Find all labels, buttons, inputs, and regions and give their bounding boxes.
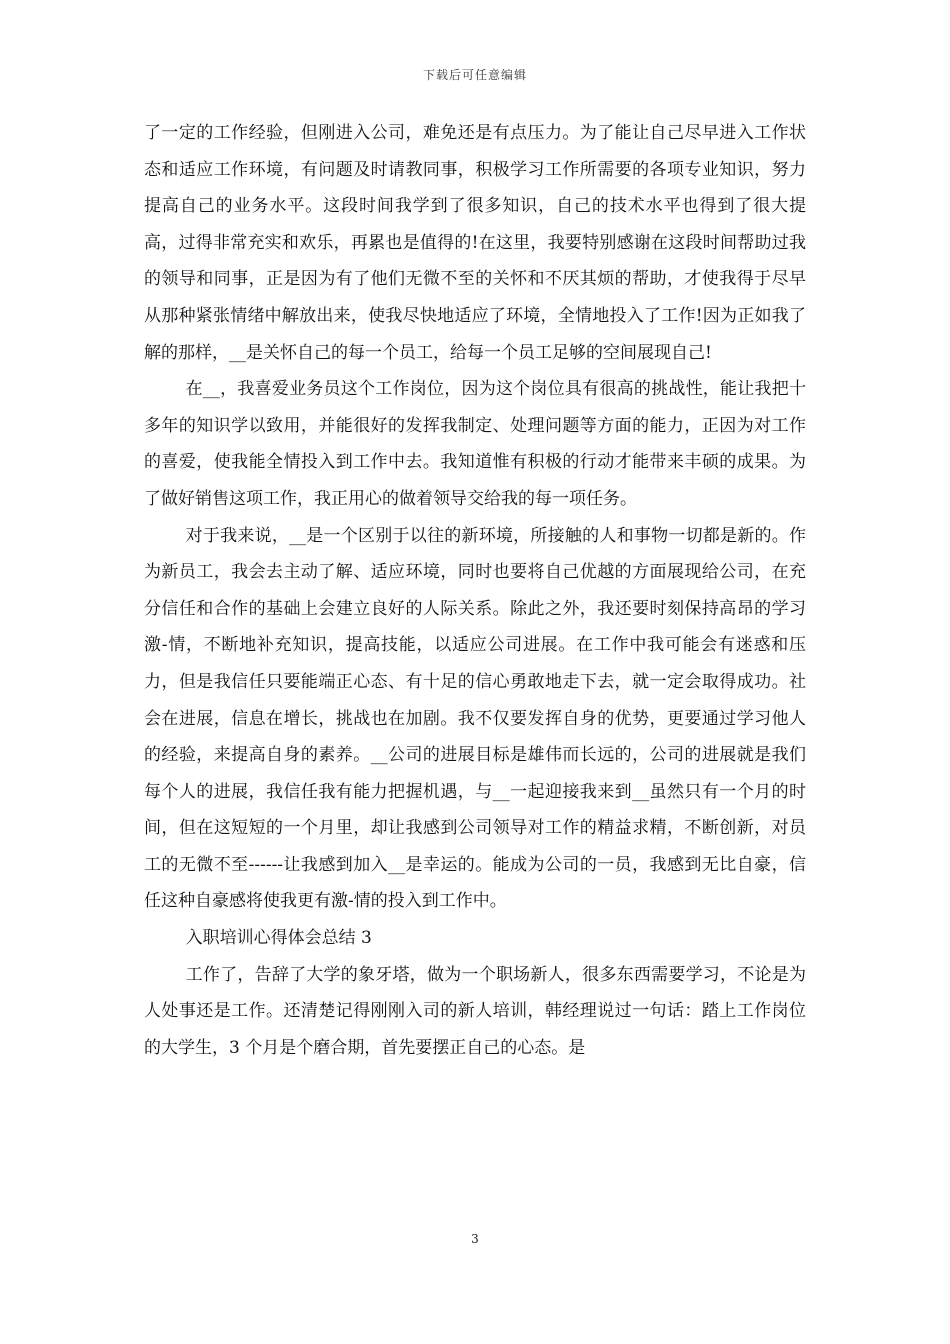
page-header: 下载后可任意编辑 [422,68,527,82]
paragraph-1: 了一定的工作经验，但刚进入公司，难免还是有点压力。为了能让自己尽早进入工作状态和适应工作环境，有问题及时请教同事，积极学习工作所需要的各项专业知识，努力提高自己的业务水平。这段时间我学到了很多知识，自己的技术水平也得到了很大提高，过得非常充实和欢乐，再累也是值得的!在这里，我要特别感谢在这段时间帮助过我的领导和同事，正是因为有了他们无微不至的关怀和不厌其烦的帮助，才使我得于尽早从那种紧张情绪中解放出来，使我尽快地适应了环境，全情地投入了工作!因为正如我了解的那样，__是关怀自己的每一个员工，给每一个员工足够的空间展现自己! [144,123,806,363]
paragraph-4: 工作了，告辞了大学的象牙塔，做为一个职场新人，很多东西需要学习，不论是为人处事还是工作。还清楚记得刚刚入司的新人培训，韩经理说过一句话：踏上工作岗位的大学生，3 个月是个磨合期，首先要摆正自己的心态。是 [144,964,806,1058]
paragraph-3: 对于我来说，__是一个区别于以往的新环境，所接触的人和事物一切都是新的。作为新员工，我会去主动了解、适应环境，同时也要将自己优越的方面展现给公司，在充分信任和合作的基础上会建立良好的人际关系。除此之外，我还要时刻保持高昂的学习激-情，不断地补充知识，提高技能，以适应公司进展。在工作中我可能会有迷惑和压力，但是我信任只要能端正心态、有十足的信心勇敢地走下去，就一定会取得成功。社会在进展，信息在增长，挑战也在加剧。我不仅要发挥自身的优势，更要通过学习他人的经验，来提高自身的素养。__公司的进展目标是雄伟而长远的，公司的进展就是我们每个人的进展，我信任我有能力把握机遇，与__一起迎接我来到__虽然只有一个月的时间，但在这短短的一个月里，却让我感到公司领导对工作的精益求精，不断创新，对员工的无微不至------让我感到加入__是幸运的。能成为公司的一员，我感到无比自豪，信任这种自豪感将使我更有激-情的投入到工作中。 [144,525,806,912]
page-number: 3 [471,1232,479,1246]
paragraph-2: 在__，我喜爱业务员这个工作岗位，因为这个岗位具有很高的挑战性，能让我把十多年的知识学以致用，并能很好的发挥我制定、处理问题等方面的能力，正因为对工作的喜爱，使我能全情投入到工作中去。我知道惟有积极的行动才能带来丰硕的成果。为了做好销售这项工作，我正用心的做着领导交给我的每一项任务。 [144,379,806,509]
document-body [144,115,806,1066]
section-heading: 入职培训心得体会总结 3 [185,928,372,949]
